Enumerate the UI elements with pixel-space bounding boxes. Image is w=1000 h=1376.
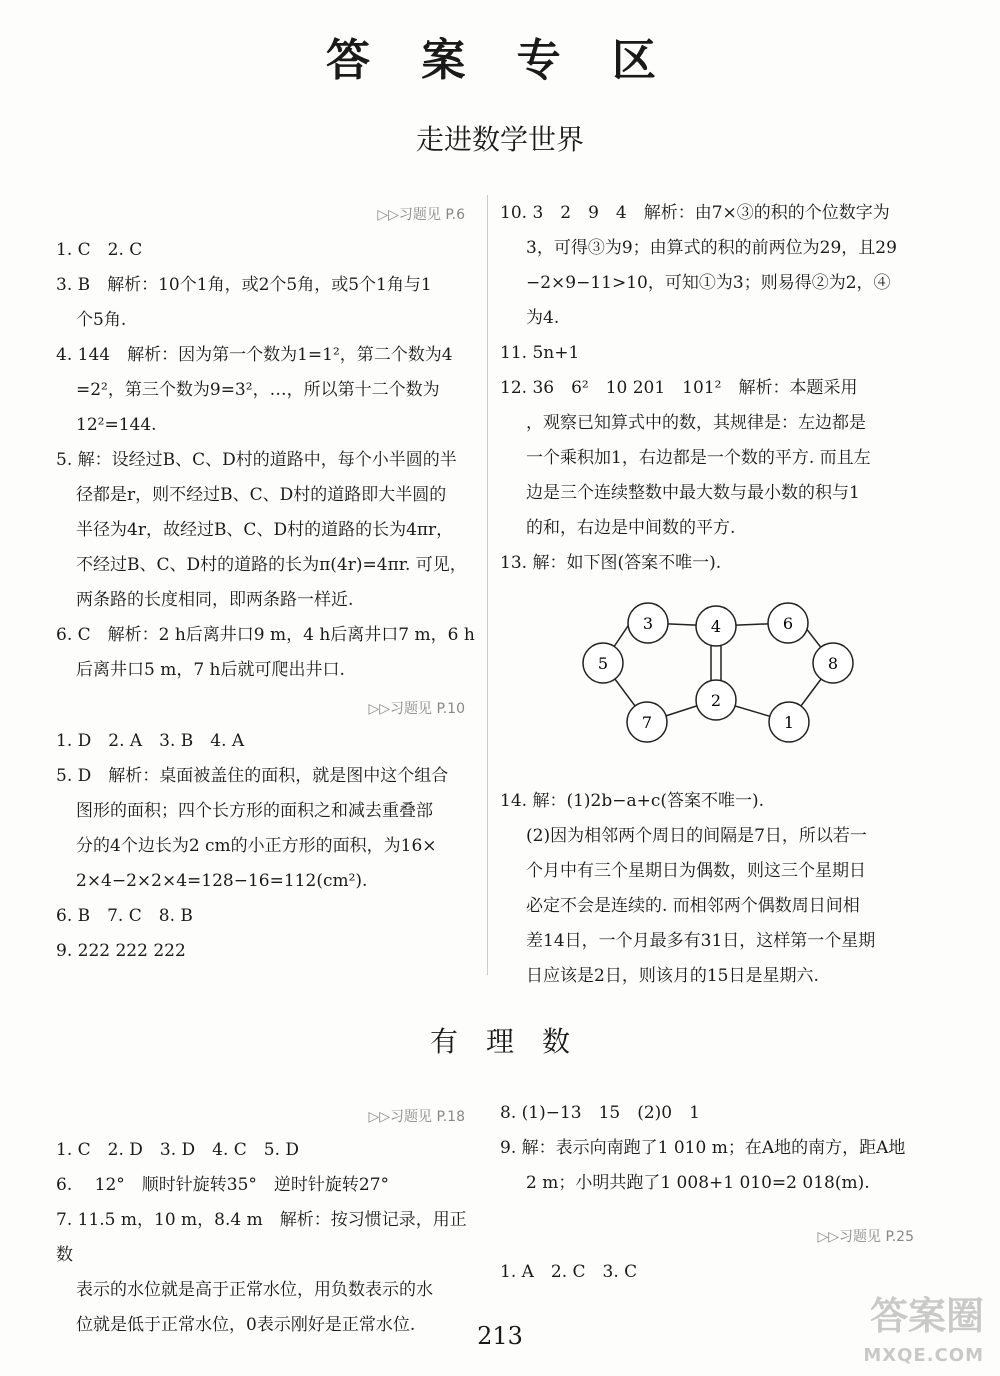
node-label: 4 [710, 617, 722, 636]
answer-line: 8. (1)−13 15 (2)0 1 [500, 1103, 700, 1123]
answer-line: 图形的面积；四个长方形的面积之和减去重叠部 [76, 801, 433, 821]
answer-line: 1. D 2. A 3. B 4. A [56, 731, 245, 751]
answer-line: 12²=144. [76, 415, 157, 435]
answer-line: 6. C 解析：2 h后离井口9 m，4 h后离井口7 m，6 h [56, 625, 475, 645]
watermark-url: MXQE.COM [863, 1345, 984, 1366]
answer-line: 6. B 7. C 8. B [56, 906, 193, 926]
answer-line: 后离井口5 m，7 h后就可爬出井口. [76, 660, 345, 680]
exercise-ref-p18: ▷▷习题见 P.18 [368, 1109, 465, 1125]
answer-line: 差14日，一个月最多有31日，这样第一个星期 [526, 931, 876, 951]
answer-line: 2 m；小明共跑了1 008+1 010=2 018(m). [526, 1173, 870, 1193]
answer-line: 表示的水位就是高于正常水位，用负数表示的水 [76, 1280, 433, 1300]
answers-right-4 [500, 1255, 930, 1290]
answer-line: 为4. [526, 308, 560, 328]
diagram-node [769, 702, 809, 742]
answer-line: 10. 3 2 9 4 解析：由7×③的积的个位数字为 [500, 203, 890, 223]
column-divider [487, 195, 488, 975]
diagram-node [813, 643, 853, 683]
answer-line: 个5角. [76, 310, 127, 330]
section-title-1: 走进数学世界 [415, 123, 584, 156]
answers-left-1 [56, 233, 476, 688]
node-label: 1 [783, 713, 795, 732]
answer-line: =2²，第三个数为9=3²，…，所以第十二个数为 [76, 380, 440, 400]
answer-line: 14. 解：(1)2b−a+c(答案不唯一). [500, 791, 765, 811]
answer-line: 一个乘积加1，右边都是一个数的平方. 而且左 [526, 448, 871, 468]
answer-line: 5. 解：设经过B、C、D村的道路中，每个小半圆的半 [56, 450, 457, 470]
answer-line: 日应该是2日，则该月的15日是星期六. [526, 966, 819, 986]
answer-line: 1. C 2. D 3. D 4. C 5. D [56, 1140, 300, 1160]
answers-right-1 [500, 196, 930, 581]
circle-diagram [560, 575, 880, 755]
answers-left-3 [56, 1133, 476, 1343]
answer-line: 13. 解：如下图(答案不唯一). [500, 553, 722, 573]
answers-right-2 [500, 784, 930, 994]
answer-line: 不经过B、C、D村的道路的长为π(4r)=4πr. 可见， [76, 555, 467, 575]
node-label: 3 [642, 614, 654, 633]
answer-line: 必定不会是连续的. 而相邻两个偶数周日间相 [526, 896, 860, 916]
node-label: 7 [641, 713, 653, 732]
answer-line: 5. D 解析：桌面被盖住的面积，就是图中这个组合 [56, 766, 449, 786]
answer-line: 9. 解：表示向南跑了1 010 m；在A地的南方，距A地 [500, 1138, 906, 1158]
answer-line: 6. 12° 顺时针旋转35° 逆时针旋转27° [56, 1175, 390, 1195]
answer-line: 12. 36 6² 10 201 101² 解析：本题采用 [500, 378, 858, 398]
diagram-node [628, 603, 668, 643]
diagram-node [583, 643, 623, 683]
answer-line: 1. A 2. C 3. C [500, 1262, 638, 1282]
answer-line: 1. C 2. C [56, 240, 143, 260]
watermark-logo [863, 1296, 984, 1376]
answer-line: 2×4−2×2×4=128−16=112(cm²). [76, 871, 368, 891]
answers-left-2 [56, 724, 476, 969]
answer-line: 径都是r，则不经过B、C、D村的道路即大半圆的 [76, 485, 447, 505]
answer-line: 9. 222 222 222 [56, 941, 186, 961]
node-label: 6 [782, 614, 794, 633]
diagram-node [627, 702, 667, 742]
answer-line: 边是三个连续整数中最大数与最小数的积与1 [526, 483, 860, 503]
answer-line: 两条路的长度相同，即两条路一样近. [76, 590, 354, 610]
answer-line: 11. 5n+1 [500, 343, 580, 363]
answer-line: (2)因为相邻两个周日的间隔是7日，所以若一 [526, 826, 867, 846]
section-title-2: 有 理 数 [429, 1025, 570, 1058]
answers-right-3 [500, 1096, 930, 1201]
answer-line: 的和，右边是中间数的平方. [526, 518, 736, 538]
page-title: 答 案 专 区 [326, 35, 674, 86]
answer-line: 4. 144 解析：因为第一个数为1=1²，第二个数为4 [56, 345, 453, 365]
diagram-node [768, 603, 808, 643]
answer-line: 位就是低于正常水位，0表示刚好是正常水位. [76, 1315, 416, 1335]
node-label: 2 [710, 691, 722, 710]
exercise-ref-p10: ▷▷习题见 P.10 [368, 701, 465, 717]
diagram-node [696, 606, 736, 646]
answer-line: 个月中有三个星期日为偶数，则这三个星期日 [526, 861, 866, 881]
watermark-text: 答案圈 [869, 1294, 984, 1338]
answer-line: ，观察已知算式中的数，其规律是：左边都是 [526, 413, 866, 433]
node-label: 8 [827, 654, 839, 673]
answer-line: −2×9−11>10，可知①为3；则易得②为2，④ [526, 273, 891, 293]
diagram-node [696, 680, 736, 720]
answer-line: 7. 11.5 m，10 m，8.4 m 解析：按习惯记录，用正数 [56, 1210, 467, 1265]
answer-line: 分的4个边长为2 cm的小正方形的面积，为16× [76, 836, 437, 856]
answer-line: 3，可得③为9；由算式的积的前两位为29，且29 [526, 238, 897, 258]
exercise-ref-p25: ▷▷习题见 P.25 [817, 1229, 914, 1245]
node-label: 5 [597, 654, 609, 673]
exercise-ref-p6: ▷▷习题见 P.6 [377, 207, 465, 223]
answer-line: 半径为4r，故经过B、C、D村的道路的长为4πr， [76, 520, 454, 540]
answer-line: 3. B 解析：10个1角，或2个5角，或5个1角与1 [56, 275, 432, 295]
page-number: 213 [477, 1322, 523, 1350]
